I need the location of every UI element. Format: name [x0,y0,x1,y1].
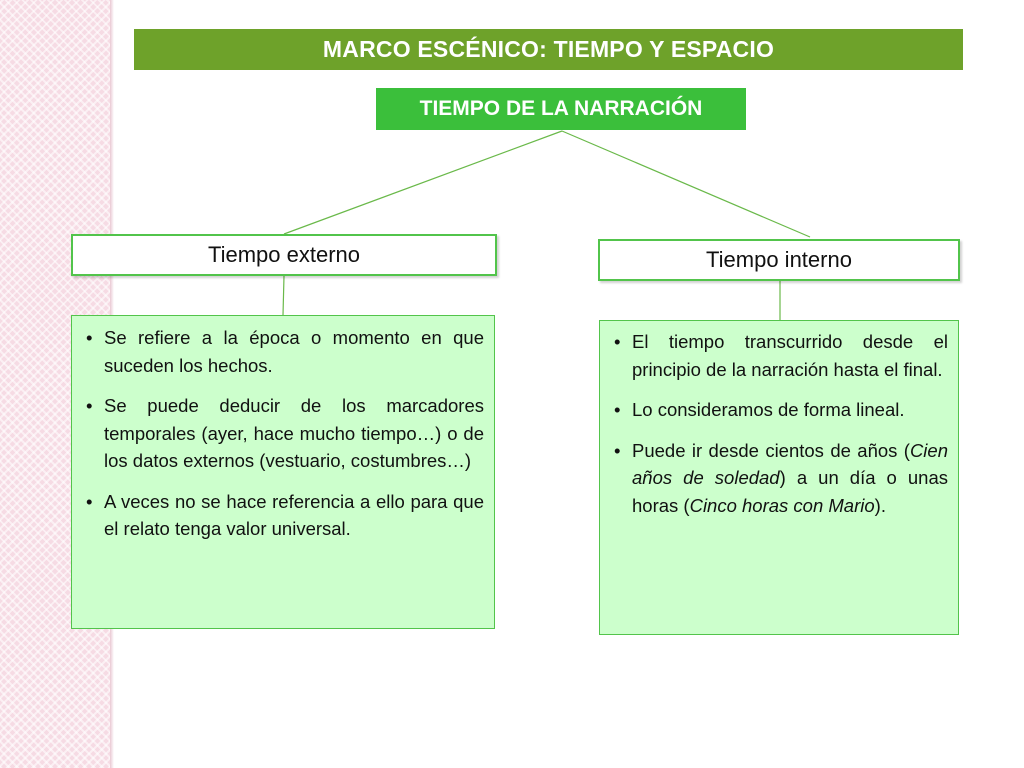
external-time-list [86,324,484,543]
book-title-cinco-horas: Cinco horas con Mario [689,494,875,516]
connector-to-internal [562,131,810,237]
internal-time-list [614,328,948,519]
internal-bullet-3-part1: Puede ir desde cientos de años ( [632,439,910,461]
subtitle-text: TIEMPO DE LA NARRACIÓN [419,97,703,120]
external-time-box [71,315,495,629]
node-tiempo-externo [71,234,497,276]
internal-bullet-2: • Lo consideramos de forma lineal. [614,396,948,424]
internal-bullet-3 [614,437,948,520]
book-title-cien-anos: Cien años de soledad [632,439,948,488]
external-bullet-1: • Se refiere a la época o momento en que suceden los hechos. [86,324,484,379]
node-tiempo-interno-label: Tiempo interno [706,247,852,272]
connector-external-to-box [283,276,284,315]
node-tiempo-externo-label: Tiempo externo [207,242,361,267]
internal-bullet-3-part3: ). [874,494,886,516]
external-bullet-2: • Se puede deducir de los marcadores temporales (ayer, hace mucho tiempo…) o de los datos externos (vestuario, costumbres…) [86,392,484,475]
internal-time-box [599,320,959,635]
internal-bullet-1: • El tiempo transcurrido desde el principio de la narración hasta el final. [614,328,948,383]
node-tiempo-interno [598,239,960,281]
connector-to-external [284,131,562,234]
external-bullet-3: • A veces no se hace referencia a ello para que el relato tenga valor universal. [86,488,484,543]
main-title-text: MARCO ESCÉNICO: TIEMPO Y ESPACIO [322,36,775,62]
internal-bullet-3-part2: ) a un día o unas horas ( [632,467,949,516]
